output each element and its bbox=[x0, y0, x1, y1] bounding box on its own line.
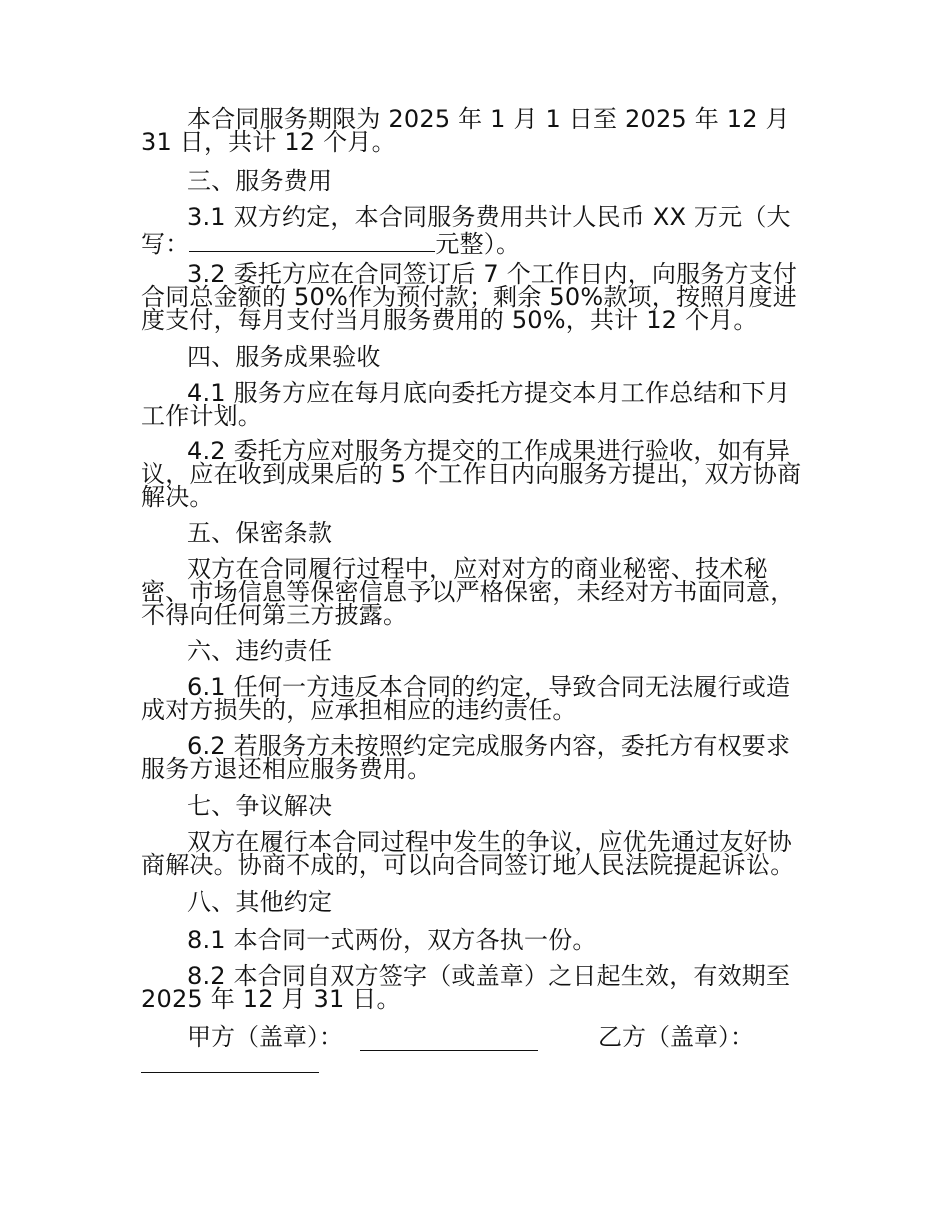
clause-3-1-text: 3.1 双方约定，本合同服务费用共计人民币 XX 万元（大写： bbox=[141, 203, 791, 258]
party-a-signature-line bbox=[360, 1050, 538, 1051]
party-b-signature-line bbox=[141, 1072, 319, 1073]
section-7-heading: 七、争议解决 bbox=[187, 792, 333, 820]
clause-3-1-paragraph bbox=[141, 203, 811, 258]
service-term-paragraph: 本合同服务期限为 2025 年 1 月 1 日至 2025 年 12 月 31 日，共计 12 个月。 bbox=[141, 105, 790, 156]
party-a-seal-label: 甲方（盖章）： bbox=[187, 1023, 343, 1051]
section-4-heading: 四、服务成果验收 bbox=[187, 343, 381, 371]
clause-8-2-paragraph: 8.2 本合同自双方签字（或盖章）之日起生效，有效期至 2025 年 12 月 31 日。 bbox=[141, 962, 791, 1013]
clause-4-1-paragraph: 4.1 服务方应在每月底向委托方提交本月工作总结和下月工作计划。 bbox=[141, 379, 791, 430]
clause-4-2-paragraph: 4.2 委托方应对服务方提交的工作成果进行验收，如有异议，应在收到成果后的 5 个工作日内向服务方提出，双方协商解决。 bbox=[141, 437, 802, 511]
amount-blank-line bbox=[189, 229, 435, 252]
clause-3-1-suffix: 元整）。 bbox=[435, 230, 521, 258]
clause-8-1-paragraph: 8.1 本合同一式两份，双方各执一份。 bbox=[187, 926, 597, 954]
dispute-paragraph: 双方在履行本合同过程中发生的争议，应优先通过友好协商解决。协商不成的，可以向合同签订地人民法院提起诉讼。 bbox=[141, 828, 795, 879]
section-8-heading: 八、其他约定 bbox=[187, 888, 333, 916]
clause-6-2-paragraph: 6.2 若服务方未按照约定完成服务内容，委托方有权要求服务方退还相应服务费用。 bbox=[141, 732, 791, 783]
section-6-heading: 六、违约责任 bbox=[187, 637, 333, 665]
clause-6-1-paragraph: 6.1 任何一方违反本合同的约定，导致合同无法履行或造成对方损失的，应承担相应的违约责任。 bbox=[141, 673, 791, 724]
confidentiality-paragraph: 双方在合同履行过程中，应对对方的商业秘密、技术秘密、市场信息等保密信息予以严格保密，未经对方书面同意，不得向任何第三方披露。 bbox=[141, 555, 795, 629]
section-5-heading: 五、保密条款 bbox=[187, 519, 333, 547]
party-b-seal-label: 乙方（盖章）： bbox=[598, 1023, 754, 1051]
section-3-heading: 三、服务费用 bbox=[187, 167, 333, 195]
clause-3-2-paragraph: 3.2 委托方应在合同签订后 7 个工作日内，向服务方支付合同总金额的 50%作为预付款；剩余 50%款项，按照月度进度支付，每月支付当月服务费用的 50%，共计 12 个月。 bbox=[141, 260, 798, 334]
